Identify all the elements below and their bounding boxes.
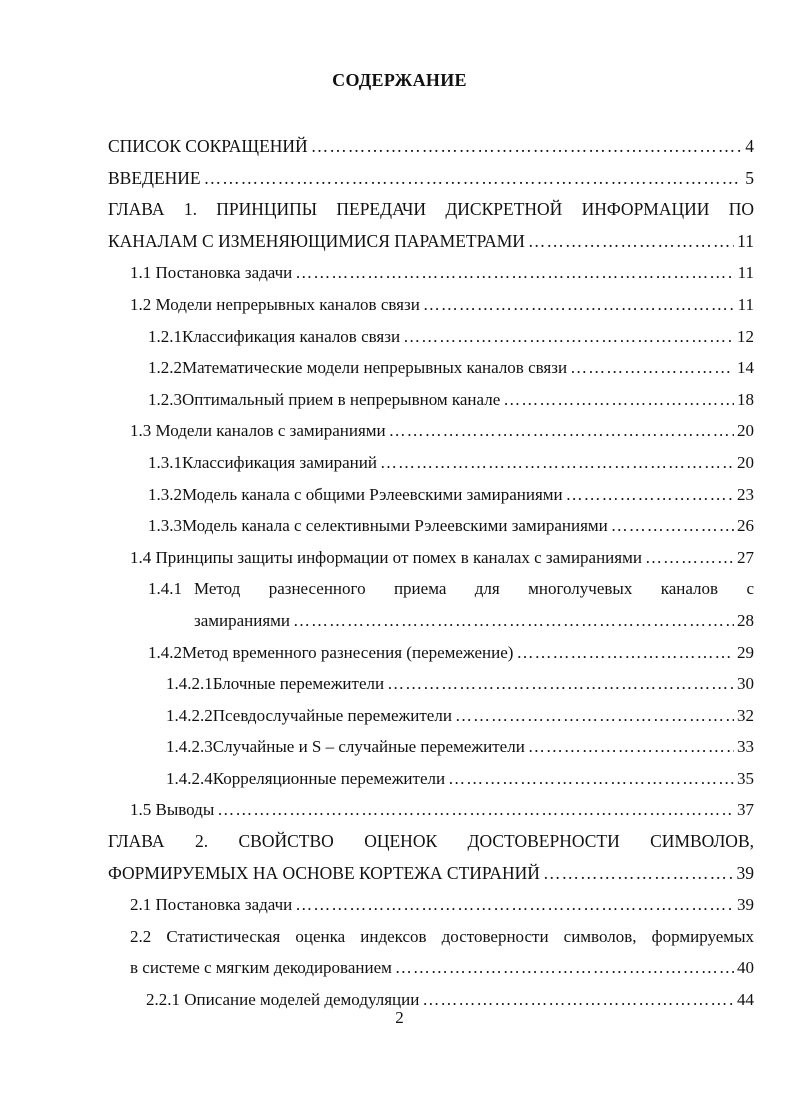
toc-label: ВВЕДЕНИЕ (108, 167, 201, 188)
toc-entry (0, 510, 799, 542)
toc-page: 14 (737, 358, 754, 378)
toc-page: 29 (737, 642, 754, 662)
toc-page: 11 (737, 263, 754, 283)
toc-label: 1.1 Постановка задачи (130, 263, 293, 283)
toc-entry (0, 131, 799, 163)
toc-page: 23 (737, 484, 754, 504)
toc-entry (0, 289, 799, 321)
toc-label-line1: Метод разнесенного приема для многолучевых каналов с (194, 579, 754, 599)
toc-entry (0, 447, 799, 479)
page-title: СОДЕРЖАНИЕ (332, 70, 467, 90)
table-of-contents (0, 131, 799, 1016)
toc-label: 1.5 Выводы (130, 800, 215, 820)
toc-page: 30 (737, 674, 754, 694)
toc-leader (204, 163, 743, 195)
toc-entry (0, 226, 799, 258)
toc-label: Математические модели непрерывных каналов связи (182, 358, 568, 378)
toc-page: 18 (737, 389, 754, 409)
toc-leader (645, 542, 734, 574)
toc-leader (570, 352, 734, 384)
toc-entry (0, 542, 799, 574)
toc-page: 32 (737, 705, 754, 725)
toc-number: 1.4.1 (148, 579, 182, 599)
toc-page: 39 (736, 862, 754, 883)
toc-number: 1.3.2 (148, 484, 182, 504)
toc-page: 4 (745, 136, 754, 156)
toc-entry (0, 763, 799, 795)
toc-page: 37 (737, 800, 754, 820)
toc-leader (516, 637, 734, 669)
toc-entry (0, 384, 799, 416)
toc-number: 1.4.2.4 (166, 768, 213, 788)
toc-number: 1.4.2.2 (166, 705, 213, 725)
toc-page: 40 (737, 958, 754, 978)
toc-label: замираниями (194, 610, 291, 630)
toc-page: 33 (737, 737, 754, 757)
toc-leader (503, 384, 734, 416)
toc-entry (0, 415, 799, 447)
toc-label: в системе с мягким декодированием (130, 958, 392, 978)
toc-page: 20 (737, 452, 754, 472)
toc-label: ФОРМИРУЕМЫХ НА ОСНОВЕ КОРТЕЖА СТИРАНИЙ (108, 862, 540, 883)
toc-page: 35 (737, 768, 754, 788)
toc-label: 2.2.1 Описание моделей демодуляции (146, 990, 420, 1010)
toc-label: 1.2 Модели непрерывных каналов связи (130, 294, 420, 314)
toc-page: 28 (737, 610, 754, 630)
toc-entry (0, 479, 799, 511)
toc-leader (566, 479, 734, 511)
toc-number: 1.3.3 (148, 516, 182, 536)
toc-entry (0, 321, 799, 353)
toc-entry (0, 605, 799, 637)
toc-page: 20 (737, 421, 754, 441)
toc-number: 1.2.3 (148, 389, 182, 409)
toc-leader (528, 226, 734, 258)
toc-entry-chapter-2-line1 (0, 826, 799, 858)
toc-number: 1.4.2.1 (166, 674, 213, 694)
toc-entry (0, 700, 799, 732)
toc-leader (611, 510, 734, 542)
toc-leader (543, 858, 734, 890)
toc-entry (0, 858, 799, 890)
toc-leader (448, 763, 734, 795)
toc-entry (0, 352, 799, 384)
toc-label: Случайные и S – случайные перемежители (212, 737, 525, 757)
toc-number: 1.4.2.3 (166, 737, 213, 757)
toc-leader (528, 731, 734, 763)
toc-leader (311, 131, 743, 163)
toc-label: 2.1 Постановка задачи (130, 895, 293, 915)
toc-label: Классификация замираний (182, 452, 377, 472)
toc-page: 11 (737, 230, 754, 251)
toc-number: 1.3.1 (148, 452, 182, 472)
toc-number: 1.2.1 (148, 326, 182, 346)
toc-label: 1.3 Модели каналов с замираниями (130, 421, 386, 441)
toc-entry (0, 257, 799, 289)
toc-page: 11 (737, 294, 754, 314)
toc-leader (403, 321, 734, 353)
toc-entry (0, 731, 799, 763)
toc-label: Оптимальный прием в непрерывном канале (182, 389, 501, 409)
toc-entry (0, 794, 799, 826)
page-number: 2 (395, 1008, 404, 1027)
toc-page: 5 (745, 167, 754, 188)
toc-entry-chapter-1-line1 (0, 194, 799, 226)
toc-leader (295, 889, 734, 921)
toc-page: 44 (737, 990, 754, 1010)
toc-label: Корреляционные перемежители (212, 768, 446, 788)
toc-label: Псевдослучайные перемежители (212, 705, 452, 725)
toc-entry (0, 163, 799, 195)
toc-leader (380, 447, 734, 479)
toc-label: СПИСОК СОКРАЩЕНИЙ (108, 136, 308, 156)
toc-leader (395, 952, 734, 984)
toc-leader (389, 415, 734, 447)
toc-label: Классификация каналов связи (182, 326, 401, 346)
toc-label: Метод временного разнесения (перемежение) (182, 642, 514, 662)
toc-entry-2-2-line1 (0, 921, 799, 953)
toc-number: 1.4.2 (148, 642, 182, 662)
toc-entry (0, 952, 799, 984)
toc-label: Модель канала с общими Рэлеевскими замираниями (182, 484, 563, 504)
toc-entry (0, 668, 799, 700)
toc-entry (0, 889, 799, 921)
toc-leader (293, 605, 734, 637)
toc-label: Блочные перемежители (212, 674, 385, 694)
toc-page: 12 (737, 326, 754, 346)
toc-leader (423, 289, 735, 321)
toc-label-line1: 2.2 Статистическая оценка индексов достоверности символов, формируемых (130, 926, 754, 946)
toc-leader (295, 257, 734, 289)
toc-label: Модель канала с селективными Рэлеевскими замираниями (182, 516, 608, 536)
toc-label: КАНАЛАМ С ИЗМЕНЯЮЩИМИСЯ ПАРАМЕТРАМИ (108, 230, 525, 251)
toc-number: 1.2.2 (148, 358, 182, 378)
toc-leader (217, 794, 734, 826)
toc-page: 26 (737, 516, 754, 536)
toc-entry-1-4-1-line1 (0, 573, 799, 605)
toc-page: 39 (737, 895, 754, 915)
toc-label-line1: ГЛАВА 2. СВОЙСТВО ОЦЕНОК ДОСТОВЕРНОСТИ СИМВОЛОВ, (108, 831, 754, 852)
toc-leader (387, 668, 734, 700)
toc-entry (0, 637, 799, 669)
toc-label-line1: ГЛАВА 1. ПРИНЦИПЫ ПЕРЕДАЧИ ДИСКРЕТНОЙ ИНФОРМАЦИИ ПО (108, 199, 754, 220)
toc-page: 27 (737, 547, 754, 567)
toc-leader (455, 700, 734, 732)
toc-label: 1.4 Принципы защиты информации от помех в каналах с замираниями (130, 547, 642, 567)
